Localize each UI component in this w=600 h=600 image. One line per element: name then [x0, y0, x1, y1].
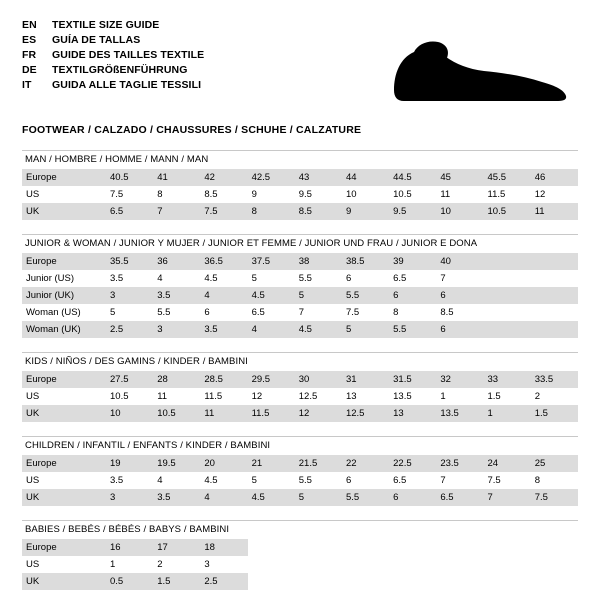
- table-row: [22, 388, 578, 405]
- cell: [484, 270, 531, 287]
- cell-empty: [484, 556, 531, 573]
- cell: 12: [248, 388, 295, 405]
- cell: [484, 304, 531, 321]
- cell: 5: [342, 321, 389, 338]
- cell: [484, 253, 531, 270]
- cell: 28: [153, 371, 200, 388]
- cell: 8: [389, 304, 436, 321]
- cell: 6.5: [248, 304, 295, 321]
- cell: 8: [153, 186, 200, 203]
- cell: 4.5: [200, 472, 247, 489]
- cell: 7: [484, 489, 531, 506]
- cell: 6: [389, 287, 436, 304]
- group-title: JUNIOR & WOMAN / JUNIOR Y MUJER / JUNIOR ET FEMME / JUNIOR UND FRAU / JUNIOR E DONA: [22, 234, 578, 253]
- cell: [531, 287, 578, 304]
- size-group-children: [22, 436, 578, 506]
- cell-empty: [389, 539, 436, 556]
- cell: 42: [200, 169, 247, 186]
- cell: 5: [295, 489, 342, 506]
- cell: 12.5: [342, 405, 389, 422]
- cell: 45.5: [484, 169, 531, 186]
- cell: 23.5: [436, 455, 483, 472]
- row-label: Europe: [22, 371, 106, 388]
- cell: 44.5: [389, 169, 436, 186]
- cell: 3.5: [106, 270, 153, 287]
- cell: [484, 287, 531, 304]
- cell: 46: [531, 169, 578, 186]
- language-row: [22, 78, 204, 93]
- table-row: [22, 371, 578, 388]
- cell-empty: [248, 573, 295, 590]
- cell-empty: [295, 556, 342, 573]
- cell: 8.5: [295, 203, 342, 220]
- cell: 3.5: [153, 287, 200, 304]
- cell: 10.5: [106, 388, 153, 405]
- cell: 40.5: [106, 169, 153, 186]
- cell-empty: [248, 556, 295, 573]
- row-label: Europe: [22, 253, 106, 270]
- cell: 10.5: [389, 186, 436, 203]
- cell: 10: [106, 405, 153, 422]
- cell: 6: [342, 270, 389, 287]
- size-table: [22, 539, 578, 590]
- cell-empty: [531, 556, 578, 573]
- table-row: [22, 455, 578, 472]
- language-row: [22, 48, 204, 63]
- cell: 7: [153, 203, 200, 220]
- cell: 1: [436, 388, 483, 405]
- cell-empty: [389, 573, 436, 590]
- cell: 11: [200, 405, 247, 422]
- table-row: [22, 287, 578, 304]
- language-row: [22, 18, 204, 33]
- cell: 6: [436, 321, 483, 338]
- row-label: Woman (UK): [22, 321, 106, 338]
- language-code: FR: [22, 49, 37, 62]
- group-title: CHILDREN / INFANTIL / ENFANTS / KINDER / BAMBINI: [22, 436, 578, 455]
- cell: 4: [153, 270, 200, 287]
- cell: 13: [389, 405, 436, 422]
- cell: 31: [342, 371, 389, 388]
- cell: 6.5: [106, 203, 153, 220]
- cell: 9.5: [389, 203, 436, 220]
- cell: 6.5: [389, 270, 436, 287]
- table-row: [22, 186, 578, 203]
- cell: 13.5: [389, 388, 436, 405]
- cell: 1: [106, 556, 153, 573]
- row-label: US: [22, 556, 106, 573]
- cell: 16: [106, 539, 153, 556]
- cell: 11: [531, 203, 578, 220]
- size-table: [22, 169, 578, 220]
- cell: 7: [295, 304, 342, 321]
- cell: 41: [153, 169, 200, 186]
- row-label: Europe: [22, 539, 106, 556]
- cell: 8: [531, 472, 578, 489]
- language-row: [22, 33, 204, 48]
- cell: 44: [342, 169, 389, 186]
- cell: [484, 321, 531, 338]
- cell: 6.5: [389, 472, 436, 489]
- cell: 38: [295, 253, 342, 270]
- cell: 3: [106, 287, 153, 304]
- row-label: UK: [22, 405, 106, 422]
- cell: 30: [295, 371, 342, 388]
- row-label: Junior (US): [22, 270, 106, 287]
- cell: 1.5: [484, 388, 531, 405]
- row-label: UK: [22, 489, 106, 506]
- cell: 11: [436, 186, 483, 203]
- cell: 33: [484, 371, 531, 388]
- cell: 7.5: [106, 186, 153, 203]
- cell: 5.5: [153, 304, 200, 321]
- table-row: [22, 489, 578, 506]
- cell: 22: [342, 455, 389, 472]
- language-title: GUIDA ALLE TAGLIE TESSILI: [52, 79, 202, 92]
- cell: 18: [200, 539, 247, 556]
- cell: 25: [531, 455, 578, 472]
- cell: 7: [436, 472, 483, 489]
- size-table: [22, 253, 578, 338]
- cell: 22.5: [389, 455, 436, 472]
- cell: 3.5: [106, 472, 153, 489]
- cell-empty: [484, 539, 531, 556]
- cell: 9.5: [295, 186, 342, 203]
- cell: 42.5: [248, 169, 295, 186]
- cell: 2.5: [200, 573, 247, 590]
- row-label: Europe: [22, 169, 106, 186]
- cell: 24: [484, 455, 531, 472]
- cell-empty: [436, 573, 483, 590]
- row-label: US: [22, 186, 106, 203]
- table-row: [22, 304, 578, 321]
- cell: 37.5: [248, 253, 295, 270]
- cell: 10: [436, 203, 483, 220]
- cell: 12: [531, 186, 578, 203]
- cell-empty: [248, 539, 295, 556]
- cell: 8.5: [436, 304, 483, 321]
- cell: 3: [106, 489, 153, 506]
- cell: 19: [106, 455, 153, 472]
- language-title: GUÍA DE TALLAS: [52, 34, 141, 47]
- dress-shoe-icon: [384, 28, 574, 108]
- size-group-junior-woman: [22, 234, 578, 338]
- cell: 4: [200, 287, 247, 304]
- cell-empty: [531, 573, 578, 590]
- cell: 5.5: [342, 287, 389, 304]
- cell: 20: [200, 455, 247, 472]
- cell-empty: [436, 556, 483, 573]
- cell: 7.5: [531, 489, 578, 506]
- cell: 8.5: [200, 186, 247, 203]
- cell: 11: [153, 388, 200, 405]
- cell: 4: [248, 321, 295, 338]
- size-table: [22, 371, 578, 422]
- cell: 35.5: [106, 253, 153, 270]
- cell: 27.5: [106, 371, 153, 388]
- language-title: TEXTILE SIZE GUIDE: [52, 19, 160, 31]
- cell: 5.5: [295, 270, 342, 287]
- language-title: GUIDE DES TAILLES TEXTILE: [52, 49, 205, 62]
- table-row: [22, 405, 578, 422]
- cell: 1.5: [531, 405, 578, 422]
- cell-empty: [484, 573, 531, 590]
- size-group-man: [22, 150, 578, 220]
- cell: 32: [436, 371, 483, 388]
- cell: 7: [436, 270, 483, 287]
- header: [22, 18, 578, 108]
- table-row: [22, 321, 578, 338]
- cell: 21.5: [295, 455, 342, 472]
- cell: 43: [295, 169, 342, 186]
- row-label: US: [22, 388, 106, 405]
- cell: 11.5: [200, 388, 247, 405]
- cell: 6.5: [436, 489, 483, 506]
- language-title-table: [22, 18, 204, 93]
- cell: 4.5: [295, 321, 342, 338]
- cell: 4: [200, 489, 247, 506]
- group-title: BABIES / BEBÉS / BÉBÉS / BABYS / BAMBINI: [22, 520, 578, 539]
- cell: 4.5: [248, 287, 295, 304]
- cell-empty: [342, 556, 389, 573]
- language-code: ES: [22, 34, 37, 47]
- cell: 1: [484, 405, 531, 422]
- group-title: MAN / HOMBRE / HOMME / MANN / MAN: [22, 150, 578, 169]
- cell: 21: [248, 455, 295, 472]
- cell: 12: [295, 405, 342, 422]
- cell: 4.5: [248, 489, 295, 506]
- cell: 4: [153, 472, 200, 489]
- cell: 6: [342, 472, 389, 489]
- size-table: [22, 455, 578, 506]
- cell: [531, 270, 578, 287]
- cell-empty: [342, 539, 389, 556]
- table-row: [22, 472, 578, 489]
- cell: 2: [531, 388, 578, 405]
- cell: [531, 253, 578, 270]
- cell: 6: [200, 304, 247, 321]
- cell: 5.5: [389, 321, 436, 338]
- cell: 39: [389, 253, 436, 270]
- cell: 2: [153, 556, 200, 573]
- row-label: UK: [22, 573, 106, 590]
- cell: 1.5: [153, 573, 200, 590]
- row-label: Europe: [22, 455, 106, 472]
- cell: 6: [389, 489, 436, 506]
- cell-empty: [295, 573, 342, 590]
- cell: 5: [106, 304, 153, 321]
- language-code: IT: [22, 79, 32, 92]
- table-row: [22, 539, 578, 556]
- cell: 3: [200, 556, 247, 573]
- row-label: Woman (US): [22, 304, 106, 321]
- table-row: [22, 556, 578, 573]
- cell: 11.5: [484, 186, 531, 203]
- cell: 38.5: [342, 253, 389, 270]
- cell: 9: [248, 186, 295, 203]
- cell: [531, 304, 578, 321]
- cell-empty: [342, 573, 389, 590]
- cell: 33.5: [531, 371, 578, 388]
- cell: 11.5: [248, 405, 295, 422]
- language-title: TEXTILGRÖßENFÜHRUNG: [52, 64, 188, 77]
- table-row: [22, 169, 578, 186]
- cell: 36: [153, 253, 200, 270]
- cell: 10.5: [484, 203, 531, 220]
- cell: 17: [153, 539, 200, 556]
- cell: 6: [436, 287, 483, 304]
- cell: [531, 321, 578, 338]
- cell: 7.5: [342, 304, 389, 321]
- cell: 13.5: [436, 405, 483, 422]
- cell-empty: [436, 539, 483, 556]
- table-row: [22, 573, 578, 590]
- cell: 13: [342, 388, 389, 405]
- cell: 2.5: [106, 321, 153, 338]
- row-label: UK: [22, 203, 106, 220]
- cell: 5: [248, 472, 295, 489]
- cell: 3: [153, 321, 200, 338]
- cell-empty: [295, 539, 342, 556]
- cell: 36.5: [200, 253, 247, 270]
- size-group-kids: [22, 352, 578, 422]
- category-title: FOOTWEAR / CALZADO / CHAUSSURES / SCHUHE / CALZATURE: [22, 124, 362, 136]
- cell: 7.5: [200, 203, 247, 220]
- row-label: US: [22, 472, 106, 489]
- cell-empty: [531, 539, 578, 556]
- cell: 45: [436, 169, 483, 186]
- table-row: [22, 270, 578, 287]
- group-title: KIDS / NIÑOS / DES GAMINS / KINDER / BAMBINI: [22, 352, 578, 371]
- language-code: EN: [22, 19, 37, 31]
- cell: 28.5: [200, 371, 247, 388]
- cell-empty: [389, 556, 436, 573]
- cell: 19.5: [153, 455, 200, 472]
- table-row: [22, 203, 578, 220]
- cell: 10.5: [153, 405, 200, 422]
- cell: 12.5: [295, 388, 342, 405]
- language-row: [22, 63, 204, 78]
- cell: 5.5: [295, 472, 342, 489]
- size-group-babies: [22, 520, 578, 590]
- cell: 3.5: [200, 321, 247, 338]
- cell: 40: [436, 253, 483, 270]
- cell: 5.5: [342, 489, 389, 506]
- cell: 31.5: [389, 371, 436, 388]
- cell: 29.5: [248, 371, 295, 388]
- cell: 7.5: [484, 472, 531, 489]
- cell: 10: [342, 186, 389, 203]
- cell: 3.5: [153, 489, 200, 506]
- row-label: Junior (UK): [22, 287, 106, 304]
- cell: 9: [342, 203, 389, 220]
- cell: 8: [248, 203, 295, 220]
- cell: 4.5: [200, 270, 247, 287]
- cell: 0.5: [106, 573, 153, 590]
- table-row: [22, 253, 578, 270]
- cell: 5: [248, 270, 295, 287]
- cell: 5: [295, 287, 342, 304]
- language-code: DE: [22, 64, 37, 77]
